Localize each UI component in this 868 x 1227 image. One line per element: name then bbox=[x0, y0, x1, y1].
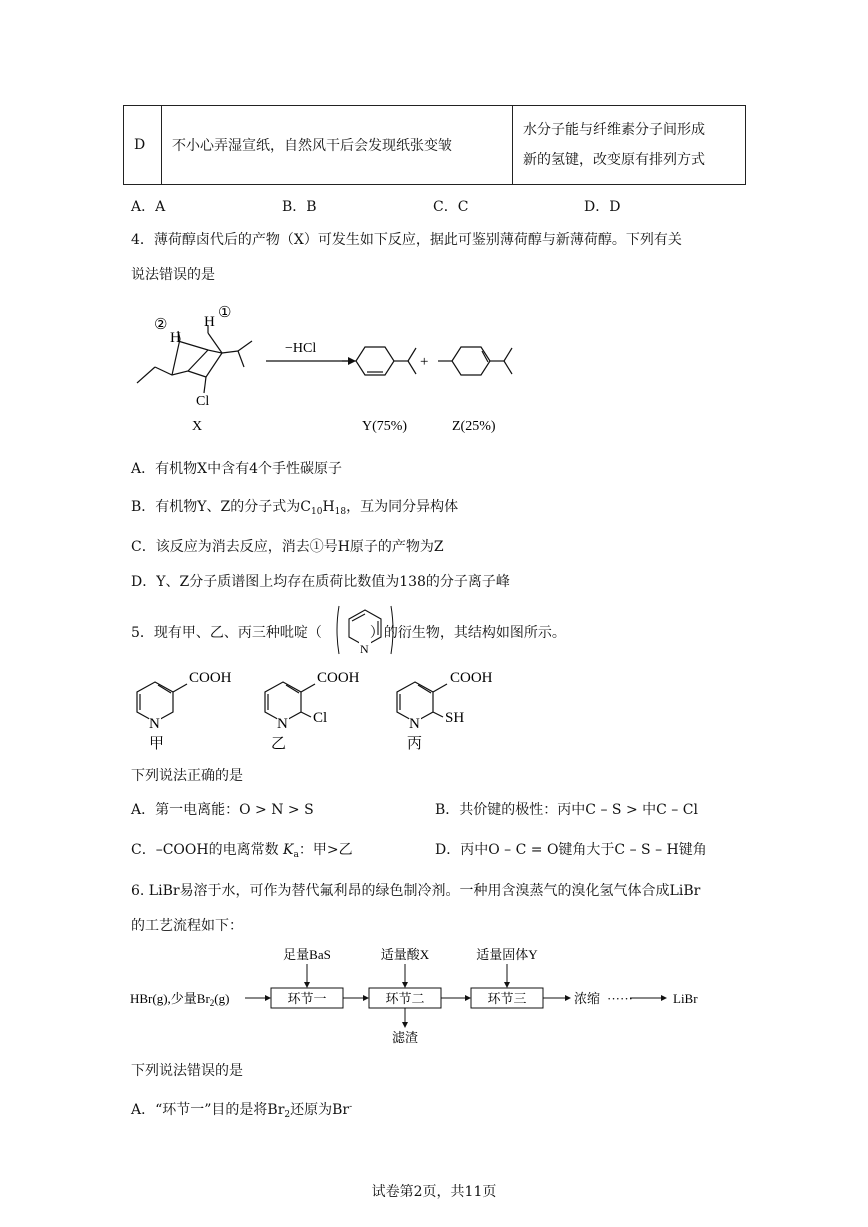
table-row-d bbox=[123, 105, 746, 185]
flow-arrow-icon bbox=[402, 982, 408, 988]
flow-arrow-icon bbox=[363, 995, 369, 1001]
plus-sign: + bbox=[420, 354, 429, 370]
flow-add3: 适量固体Y bbox=[476, 947, 538, 962]
cl-label: Cl bbox=[196, 394, 210, 409]
label-jia: 甲 bbox=[149, 736, 165, 752]
flow-arrow-icon bbox=[565, 995, 571, 1001]
flow-input: HBr(g),少量$Br_2(g)$ bbox=[130, 991, 230, 1008]
molecule-x bbox=[137, 325, 252, 393]
flow-step3: 环节三 bbox=[487, 991, 527, 1006]
q6-option-a: A．“环节一”目的是将$Br_2$还原为Br- bbox=[131, 1102, 353, 1120]
flow-arrow-icon bbox=[661, 995, 667, 1001]
q3-option-a: A．A bbox=[131, 199, 166, 215]
svg-text:N: N bbox=[149, 716, 160, 732]
flow-dots: ······ bbox=[607, 991, 633, 1006]
h-1-label: H bbox=[204, 314, 215, 330]
circle-1-label: ① bbox=[218, 305, 232, 321]
svg-text:N: N bbox=[277, 716, 288, 732]
q4-option-a: A．有机物X中含有4个手性碳原子 bbox=[131, 461, 342, 477]
q6-stem-line1: 6. LiBr易溶于水，可作为替代氟利昂的绿色制冷剂。一种用含溴蒸气的溴化氢气体合成LiBr bbox=[131, 883, 701, 899]
label-bing: 丙 bbox=[407, 736, 423, 752]
svg-text:N: N bbox=[409, 716, 420, 732]
q3-option-b: B．B bbox=[282, 199, 317, 215]
flow-arrow-icon bbox=[402, 1022, 408, 1028]
flow-arrow-icon bbox=[465, 995, 471, 1001]
q4-stem-line1: 4．薄荷醇卤代后的产物（X）可发生如下反应，据此可鉴别薄荷醇与新薄荷醇。下列有关 bbox=[131, 232, 682, 248]
structure-bing bbox=[397, 682, 447, 722]
structure-yi bbox=[265, 682, 315, 722]
q5-option-c: C．–COOH的电离常数 $K_a$：甲>乙 bbox=[131, 842, 353, 860]
flow-residue: 滤渣 bbox=[391, 1030, 419, 1045]
pyridine-structure bbox=[335, 602, 395, 658]
flow-arrow-icon bbox=[265, 995, 271, 1001]
q3-option-c: C．C bbox=[433, 199, 469, 215]
paren-left bbox=[337, 606, 339, 654]
q5-option-a: A．第一电离能：O > N > S bbox=[131, 802, 314, 818]
jia-cooh: COOH bbox=[189, 670, 232, 686]
pyridine-n: N bbox=[360, 642, 369, 656]
q6-stem-line2: 的工艺流程如下： bbox=[131, 918, 243, 934]
label-yi: 乙 bbox=[271, 736, 287, 752]
circle-2-label: ② bbox=[154, 317, 168, 333]
q5-stem: 5．现有甲、乙、丙三种吡啶（ ）的衍生物，其结构如图所示。 bbox=[131, 625, 566, 641]
q4-option-c: C．该反应为消去反应，消去①号H原子的产物为Z bbox=[131, 539, 444, 555]
flow-arrow-icon bbox=[504, 982, 510, 988]
structure-jia bbox=[137, 682, 187, 722]
q6-ask: 下列说法错误的是 bbox=[131, 1063, 243, 1079]
q4-option-b: B．有机物Y、Z的分子式为$C_{10}H_{18}$，互为同分异构体 bbox=[131, 499, 459, 517]
q5-option-d: D．丙中O – C = O键角大于C – S – H键角 bbox=[435, 842, 707, 858]
h-2-label: H bbox=[170, 330, 181, 346]
q5-structures bbox=[125, 660, 525, 755]
flow-add1: 足量BaS bbox=[283, 947, 331, 962]
flow-product: LiBr bbox=[673, 991, 698, 1006]
q5-option-b: B．共价键的极性：丙中C – S > 中C – Cl bbox=[435, 802, 698, 818]
q3-option-d: D．D bbox=[584, 199, 621, 215]
row-label: D bbox=[124, 106, 162, 185]
flow-step1: 环节一 bbox=[287, 991, 327, 1006]
label-x: X bbox=[192, 419, 203, 434]
row-phenomenon: 不小心弄湿宣纸，自然风干后会发现纸张变皱 bbox=[162, 106, 513, 185]
page-footer: 试卷第2页，共11页 bbox=[371, 1184, 497, 1200]
label-z: Z(25%) bbox=[452, 419, 496, 434]
yi-cl: Cl bbox=[313, 710, 328, 726]
q5-ask: 下列说法正确的是 bbox=[131, 768, 243, 784]
q6-process-flow bbox=[125, 940, 725, 1045]
label-y: Y(75%) bbox=[362, 419, 408, 434]
q4-stem-line2: 说法错误的是 bbox=[131, 267, 215, 283]
bing-cooh: COOH bbox=[450, 670, 493, 686]
paren-right bbox=[391, 606, 393, 654]
flow-add2: 适量酸X bbox=[380, 947, 430, 962]
molecule-z bbox=[438, 347, 512, 375]
row-explanation: 水分子能与纤维素分子间形成 新的氢键，改变原有排列方式 bbox=[513, 106, 746, 185]
bing-sh: SH bbox=[445, 710, 465, 726]
q4-option-d: D．Y、Z分子质谱图上均存在质荷比数值为138的分子离子峰 bbox=[131, 574, 510, 590]
yi-cooh: COOH bbox=[317, 670, 360, 686]
flow-step2: 环节二 bbox=[385, 991, 425, 1006]
reagent-label: −HCl bbox=[285, 341, 317, 356]
flow-arrow-icon bbox=[304, 982, 310, 988]
q4-reaction-scheme bbox=[120, 295, 540, 445]
flow-concentrate: 浓缩 bbox=[574, 991, 601, 1006]
molecule-y bbox=[342, 347, 416, 375]
